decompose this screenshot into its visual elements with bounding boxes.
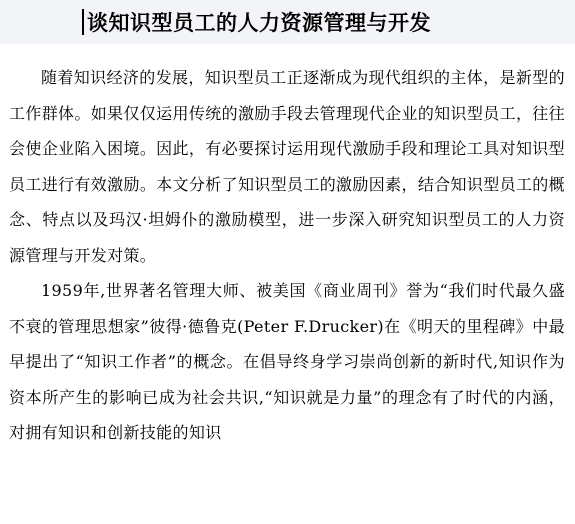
- document-body: [9, 60, 565, 451]
- paragraph-abstract[interactable]: 随着知识经济的发展，知识型员工正逐渐成为现代组织的主体，是新型的工作群体。如果仅仅运用传统的激励手段去管理现代企业的知识型员工，往往会使企业陷入困境。因此，有必要探讨运用现代激励手段和理论工具对知识型员工进行有效激励。本文分析了知识型员工的激励因素，结合知识型员工的概念、特点以及玛汉·坦姆仆的激励模型，进一步深入研究知识型员工的人力资源管理与开发对策。: [9, 68, 565, 265]
- document-title[interactable]: 谈知识型员工的人力资源管理与开发: [87, 11, 431, 35]
- title-area: [82, 0, 431, 44]
- paragraph-introduction[interactable]: 1959年,世界著名管理大师、被美国《商业周刊》誉为“我们时代最久盛不衰的管理思想家”彼得·德鲁克(Peter F.Drucker)在《明天的里程碑》中最早提出了“知识工作者”的概念。在倡导终身学习崇尚创新的新时代,知识作为资本所产生的影响已成为社会共识,“知识就是力量”的理念有了时代的内涵，对拥有知识和创新技能的知识: [9, 281, 565, 442]
- text-cursor: [82, 9, 84, 35]
